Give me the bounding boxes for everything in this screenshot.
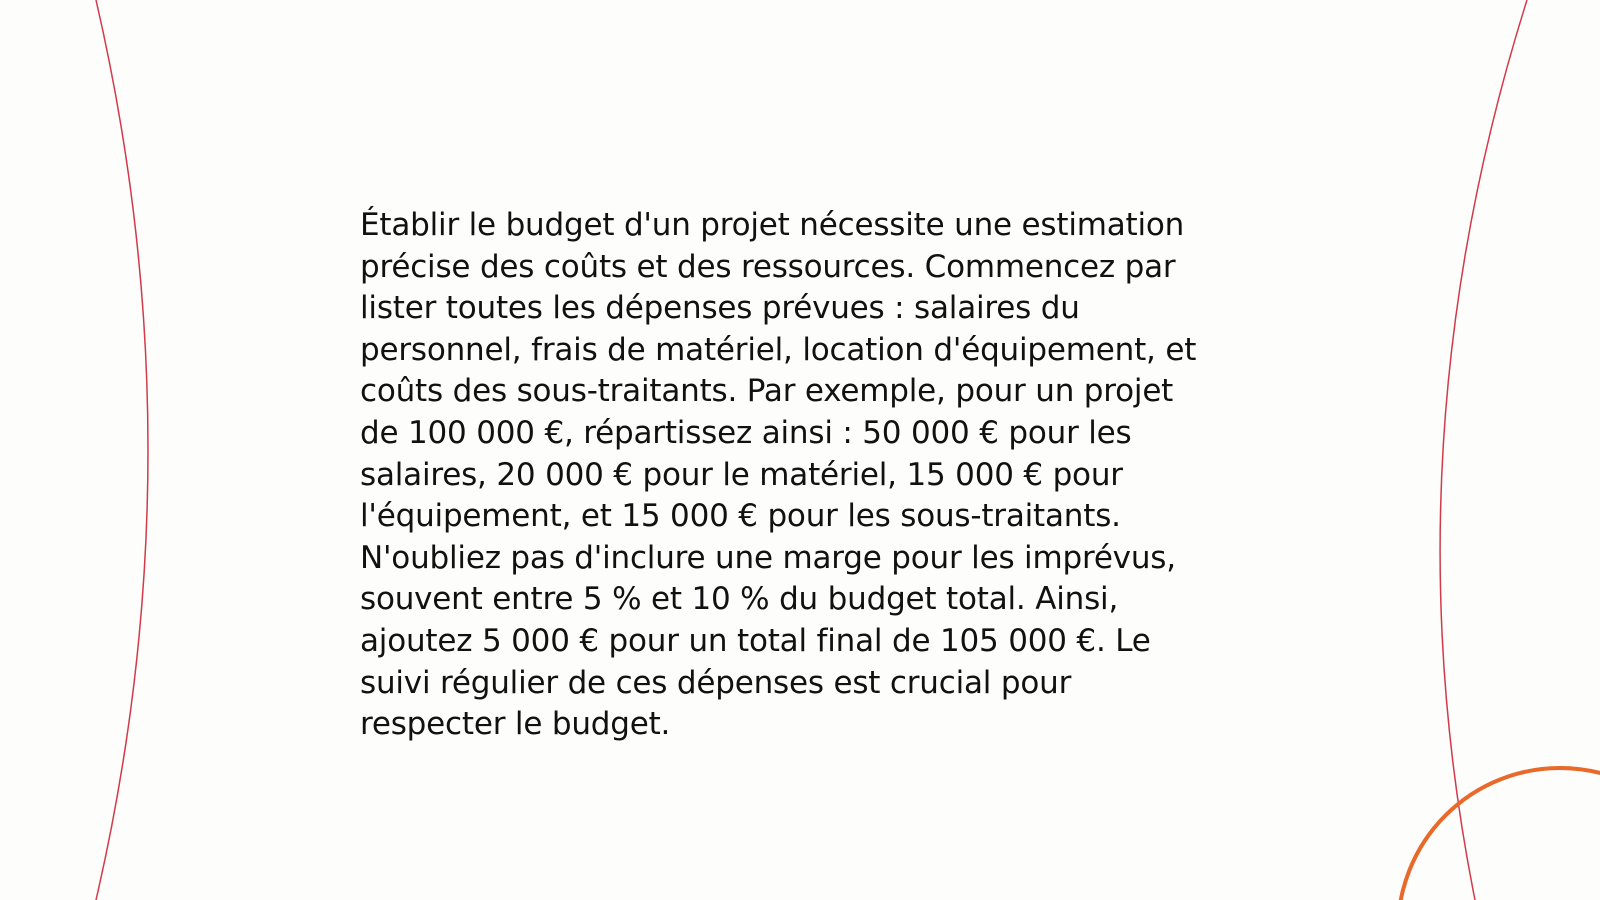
paragraph-line: coûts des sous-traitants. Par exemple, pour un projet: [360, 373, 1174, 410]
paragraph-line: de 100 000 €, répartissez ainsi : 50 000 € pour les: [360, 414, 1132, 451]
paragraph-line: respecter le budget.: [360, 706, 671, 743]
paragraph-line: salaires, 20 000 € pour le matériel, 15 000 € pour: [360, 456, 1123, 493]
orange-circle-outline: [1398, 768, 1600, 900]
body-paragraph: [360, 205, 1260, 746]
paragraph-line: lister toutes les dépenses prévues : salaires du: [360, 290, 1080, 327]
paragraph-line: précise des coûts et des ressources. Commencez par: [360, 248, 1176, 285]
paragraph-line: ajoutez 5 000 € pour un total final de 105 000 €. Le: [360, 622, 1151, 659]
paragraph-line: suivi régulier de ces dépenses est crucial pour: [360, 664, 1072, 701]
paragraph-line: personnel, frais de matériel, location d'équipement, et: [360, 331, 1197, 368]
paragraph-line: Établir le budget d'un projet nécessite une estimation: [360, 207, 1185, 243]
paragraph-line: N'oubliez pas d'inclure une marge pour les imprévus,: [360, 539, 1176, 576]
left-curve-line: [96, 0, 148, 900]
paragraph-line: souvent entre 5 % et 10 % du budget total. Ainsi,: [360, 581, 1119, 618]
paragraph-line: l'équipement, et 15 000 € pour les sous-traitants.: [360, 498, 1121, 535]
right-curve-line: [1440, 0, 1527, 900]
